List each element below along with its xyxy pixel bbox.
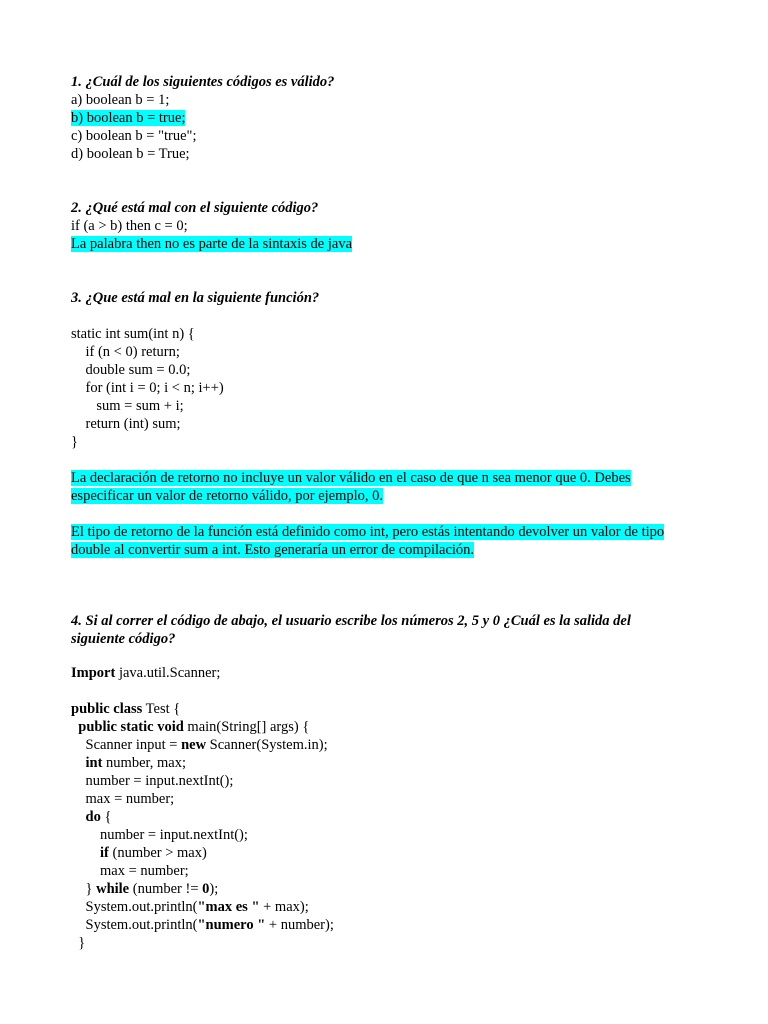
keyword: Import (71, 665, 116, 681)
code-text: + max); (259, 899, 309, 915)
q3-code-line: } (71, 434, 78, 450)
keyword: if (71, 845, 109, 861)
keyword: new (181, 737, 207, 753)
question-4-title-cont: siguiente código? (71, 631, 176, 647)
code-text: ); (209, 881, 219, 897)
code-text: + number); (265, 917, 334, 933)
q1-option-a: a) boolean b = 1; (71, 92, 170, 108)
code-text: Scanner input = (71, 737, 182, 753)
q4-code-line (71, 754, 186, 772)
keyword: int (71, 755, 103, 771)
code-text: System.out.println( (71, 917, 198, 933)
keyword: public static void (71, 719, 184, 735)
q4-code-line (71, 718, 309, 736)
q4-code-line (71, 898, 309, 916)
code-text: } (71, 881, 97, 897)
q4-code-line (71, 700, 180, 718)
highlighted-answer: double al convertir sum a int. Esto generaría un error de compilación. (71, 542, 475, 558)
q3-answer-1-line (71, 469, 631, 487)
q3-code-line: static int sum(int n) { (71, 326, 195, 342)
q4-code-line (71, 808, 111, 826)
highlighted-answer: b) boolean b = true; (71, 110, 186, 126)
code-text: System.out.println( (71, 899, 198, 915)
keyword: do (71, 809, 101, 825)
q1-option-d: d) boolean b = True; (71, 146, 190, 162)
string-literal: "max es " (197, 899, 260, 915)
q4-code-line: max = number; (71, 863, 189, 879)
code-text: (number > max) (108, 845, 207, 861)
q4-code-line: number = input.nextInt(); (71, 827, 248, 843)
q4-code-line: } (71, 935, 86, 951)
highlighted-answer: La palabra then no es parte de la sintaxis de java (71, 236, 353, 252)
highlighted-answer: El tipo de retorno de la función está definido como int, pero estás intentando devolver un valor de tipo (71, 524, 665, 540)
highlighted-answer: La declaración de retorno no incluye un valor válido en el caso de que n sea menor que 0. Debes (71, 470, 631, 486)
q3-code-line: if (n < 0) return; (71, 344, 180, 360)
q1-option-c: c) boolean b = "true"; (71, 128, 197, 144)
string-literal: "numero " (197, 917, 266, 933)
q3-code-line: for (int i = 0; i < n; i++) (71, 380, 224, 396)
q4-code-line: number = input.nextInt(); (71, 773, 234, 789)
q2-answer (71, 235, 352, 253)
q4-code-line (71, 844, 207, 862)
q4-code-line (71, 736, 328, 754)
keyword: while (96, 881, 130, 897)
code-text: java.util.Scanner; (115, 665, 221, 681)
q3-answer-2-line (71, 523, 664, 541)
question-3-title: 3. ¿Que está mal en la siguiente función? (71, 290, 320, 306)
q2-code: if (a > b) then c = 0; (71, 218, 188, 234)
q1-option-b (71, 109, 185, 127)
question-4-title: 4. Si al correr el código de abajo, el usuario escribe los números 2, 5 y 0 ¿Cuál es la salida del (71, 613, 631, 629)
number-literal: 0 (202, 881, 210, 897)
q3-answer-1-line (71, 487, 383, 505)
q4-code-line: max = number; (71, 791, 175, 807)
code-text: main(String[] args) { (183, 719, 310, 735)
code-text: Test { (142, 701, 181, 717)
q4-import-line (71, 664, 220, 682)
code-text: Scanner(System.in); (206, 737, 328, 753)
code-text: (number != (129, 881, 203, 897)
q3-code-line: double sum = 0.0; (71, 362, 191, 378)
q3-code-line: return (int) sum; (71, 416, 181, 432)
q4-code-line (71, 916, 334, 934)
keyword: public class (71, 701, 143, 717)
q4-code-line (71, 880, 218, 898)
code-text: number, max; (102, 755, 187, 771)
q3-code-line: sum = sum + i; (71, 398, 184, 414)
q3-answer-2-line (71, 541, 474, 559)
question-2-title: 2. ¿Qué está mal con el siguiente código? (71, 200, 319, 216)
question-1-title: 1. ¿Cuál de los siguientes códigos es válido? (71, 74, 335, 90)
code-text: { (100, 809, 112, 825)
highlighted-answer: especificar un valor de retorno válido, por ejemplo, 0. (71, 488, 384, 504)
